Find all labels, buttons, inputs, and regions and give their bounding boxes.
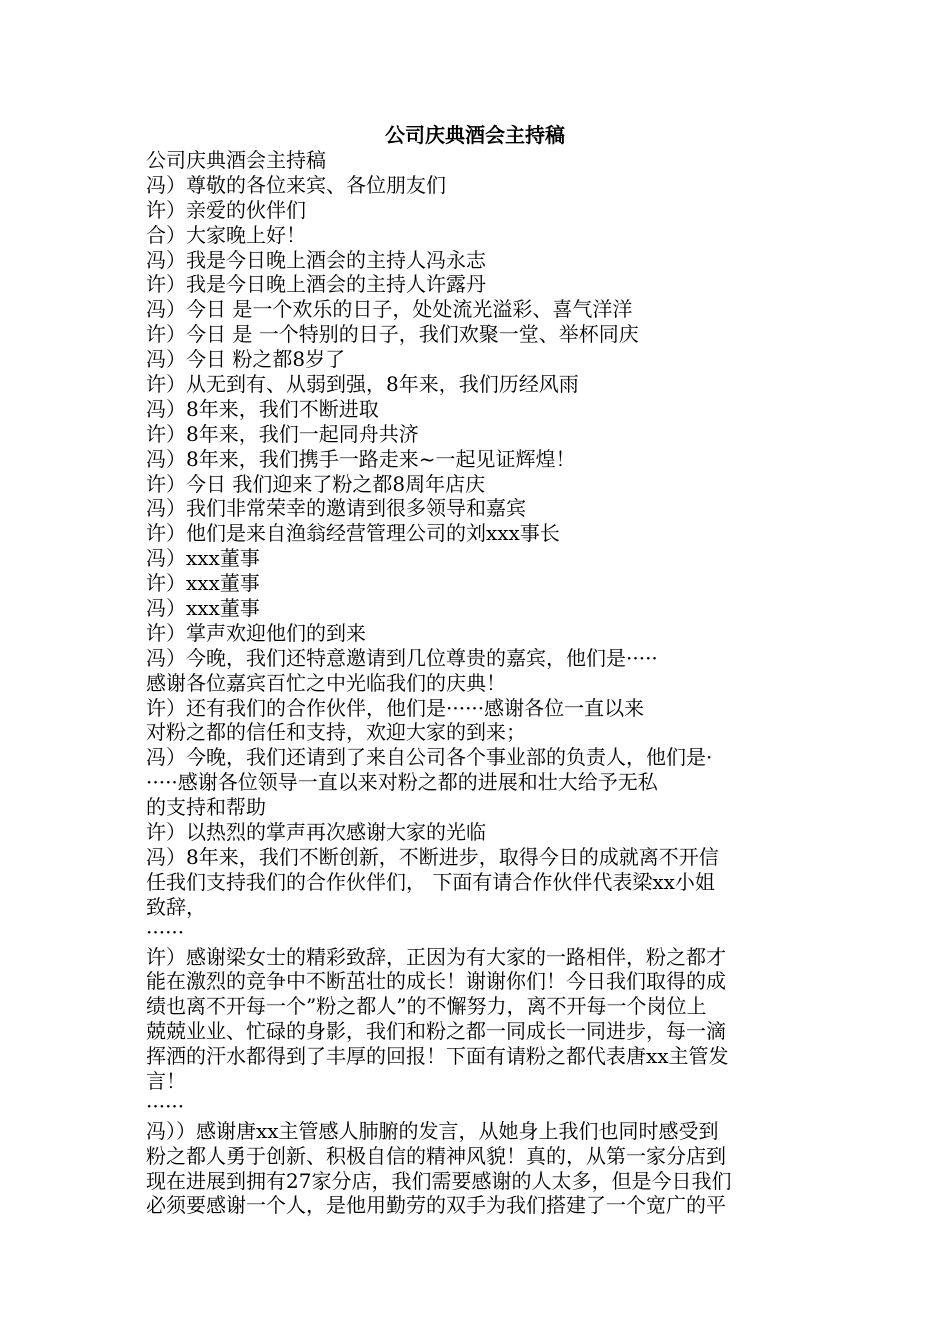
text-line: 冯）xxx董事 — [146, 596, 260, 621]
text-line: 粉之都人勇于创新、积极自信的精神风貌！真的，从第一家分店到 — [146, 1143, 726, 1168]
text-line: 许）xxx董事 — [146, 571, 260, 596]
document-title: 公司庆典酒会主持稿 — [385, 123, 565, 147]
text-line: 许）今日 我们迎来了粉之都8周年店庆 — [146, 471, 486, 496]
text-line: 挥洒的汗水都得到了丰厚的回报！下面有请粉之都代表唐xx主管发 — [146, 1044, 729, 1069]
text-line: 冯）8年来，我们携手一路走来~一起见证辉煌！ — [146, 446, 576, 471]
text-line: 对粉之都的信任和支持，欢迎大家的到来； — [146, 720, 526, 745]
text-line: 能在激烈的竞争中不断茁壮的成长！谢谢你们！今日我们取得的成 — [146, 969, 726, 994]
text-line: 冯）8年来，我们不断创新，不断进步，取得今日的成就离不开信 — [146, 844, 719, 869]
text-line: 现在进展到拥有27家分店，我们需要感谢的人太多，但是今日我们 — [146, 1168, 732, 1193]
text-line: 冯）我是今日晚上酒会的主持人冯永志 — [146, 247, 486, 272]
text-line: 许）掌声欢迎他们的到来 — [146, 620, 366, 645]
text-line: 冯）今晚，我们还请到了来自公司各个事业部的负责人，他们是· — [146, 745, 713, 770]
text-line: 许）感谢梁女士的精彩致辞，正因为有大家的一路相伴，粉之都才 — [146, 944, 726, 969]
text-line: 许）8年来，我们一起同舟共济 — [146, 421, 419, 446]
text-line: 许）今日 是 一个特别的日子，我们欢聚一堂、举杯同庆 — [146, 322, 639, 347]
text-line: 绩也离不开每一个”粉之都人”的不懈努力，离不开每一个岗位上 — [146, 994, 707, 1019]
text-line: 的支持和帮助 — [146, 795, 266, 820]
text-line: 言！ — [146, 1068, 186, 1093]
text-line: 许）还有我们的合作伙伴，他们是······感谢各位一直以来 — [146, 695, 645, 720]
text-line: 感谢各位嘉宾百忙之中光临我们的庆典！ — [146, 670, 506, 695]
text-line: ·····感谢各位领导一直以来对粉之都的进展和壮大给予无私 — [146, 770, 658, 795]
text-line: 冯）xxx董事 — [146, 546, 260, 571]
text-line: 许）他们是来自渔翁经营管理公司的刘xxx事长 — [146, 521, 560, 546]
text-line: 许）亲爱的伙伴们 — [146, 197, 306, 222]
text-line: 合）大家晚上好！ — [146, 222, 306, 247]
text-line: 许）从无到有、从弱到强，8年来，我们历经风雨 — [146, 372, 579, 397]
text-line: 许）我是今日晚上酒会的主持人许露丹 — [146, 272, 486, 297]
text-line: 致辞， — [146, 894, 206, 919]
text-line: 兢兢业业、忙碌的身影，我们和粉之都一同成长一同进步，每一滴 — [146, 1019, 726, 1044]
text-line: 冯）今日 粉之都8岁了 — [146, 347, 346, 372]
text-line: 公司庆典酒会主持稿 — [146, 148, 326, 172]
text-line: 许）以热烈的掌声再次感谢大家的光临 — [146, 820, 486, 845]
text-line: 冯）8年来，我们不断进取 — [146, 396, 379, 421]
document-body — [146, 148, 806, 1218]
text-line: 冯）今日 是一个欢乐的日子，处处流光溢彩、喜气洋洋 — [146, 297, 633, 322]
text-line: 必须要感谢一个人，是他用勤劳的双手为我们搭建了一个宽广的平 — [146, 1193, 726, 1218]
text-line: ······ — [146, 1093, 185, 1118]
text-line: ······ — [146, 919, 185, 944]
text-line: 冯）今晚，我们还特意邀请到几位尊贵的嘉宾，他们是····· — [146, 645, 658, 670]
text-line: 冯）我们非常荣幸的邀请到很多领导和嘉宾 — [146, 496, 526, 521]
text-line: 冯））感谢唐xx主管感人肺腑的发言，从她身上我们也同时感受到 — [146, 1118, 719, 1143]
text-line: 冯）尊敬的各位来宾、各位朋友们 — [146, 172, 446, 197]
text-line: 任我们支持我们的合作伙伴们， 下面有请合作伙伴代表梁xx小姐 — [146, 869, 715, 894]
